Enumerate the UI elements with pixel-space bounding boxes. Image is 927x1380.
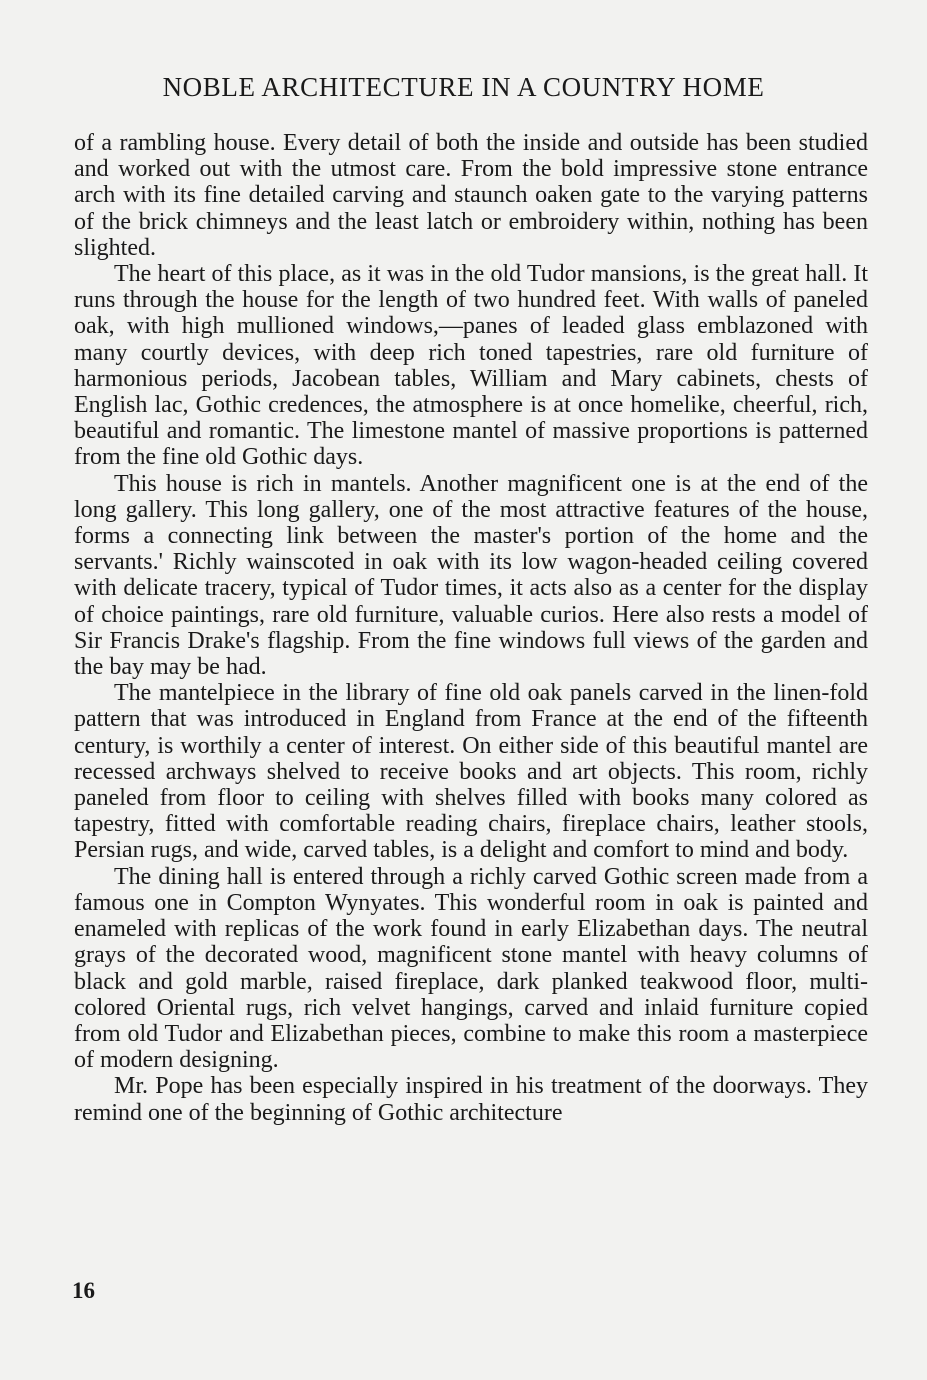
- page-number: 16: [72, 1278, 95, 1303]
- paragraph-continued: of a rambling house. Every detail of both the inside and outside has been studied and worked out with the utmost care. From the bold impressive stone entrance arch with its fine detailed carving and staunch oaken gate to the varying patterns of the brick chimneys and the least latch or embroidery within, nothing has been slighted.: [74, 130, 868, 261]
- paragraph-great-hall: The heart of this place, as it was in the old Tudor mansions, is the great hall. It runs through the house for the length of two hundred feet. With walls of paneled oak, with high mullioned windows,—panes of leaded glass emblazoned with many courtly devices, with deep rich toned tapestries, rare old furniture of harmonious periods, Jacobean tables, William and Mary cabinets, chests of English lac, Gothic credences, the atmosphere is at once homelike, cheerful, rich, beautiful and romantic. The limestone mantel of massive proportions is patterned from the fine old Gothic days.: [74, 261, 868, 471]
- paragraph-long-gallery: This house is rich in mantels. Another magnificent one is at the end of the long gallery. This long gallery, one of the most attractive features of the house, forms a connecting link between the master's portion of the home and the servants.' Richly wainscoted in oak with its low wagon-headed ceiling covered with delicate tracery, typical of Tudor times, it acts also as a center for the display of choice paintings, rare old furniture, valuable curios. Here also rests a model of Sir Francis Drake's flagship. From the fine windows full views of the garden and the bay may be had.: [74, 470, 868, 681]
- body-text: [74, 130, 868, 1126]
- paragraph-library: The mantelpiece in the library of fine old oak panels carved in the linen-fold pattern that was introduced in England from France at the end of the fifteenth century, is worthily a center of interest. On either side of this beautiful mantel are recessed archways shelved to receive books and art objects. This room, richly paneled from floor to ceiling with shelves filled with books many colored as tapestry, fitted with comfortable reading chairs, fireplace chairs, leather stools, Persian rugs, and wide, carved tables, is a delight and comfort to mind and body.: [74, 680, 868, 864]
- paragraph-dining-hall: The dining hall is entered through a richly carved Gothic screen made from a famous one in Compton Wynyates. This wonderful room in oak is painted and enameled with replicas of the work found in early Elizabethan days. The neutral grays of the decorated wood, magnificent stone mantel with heavy columns of black and gold marble, raised fireplace, dark planked teakwood floor, multi-colored Oriental rugs, rich velvet hangings, carved and inlaid furniture copied from old Tudor and Elizabethan pieces, combine to make this room a masterpiece of modern designing.: [74, 863, 868, 1074]
- running-head: NOBLE ARCHITECTURE IN A COUNTRY HOME: [162, 72, 765, 102]
- paragraph-doorways: Mr. Pope has been especially inspired in his treatment of the doorways. They remind one of the beginning of Gothic architecture: [74, 1073, 868, 1126]
